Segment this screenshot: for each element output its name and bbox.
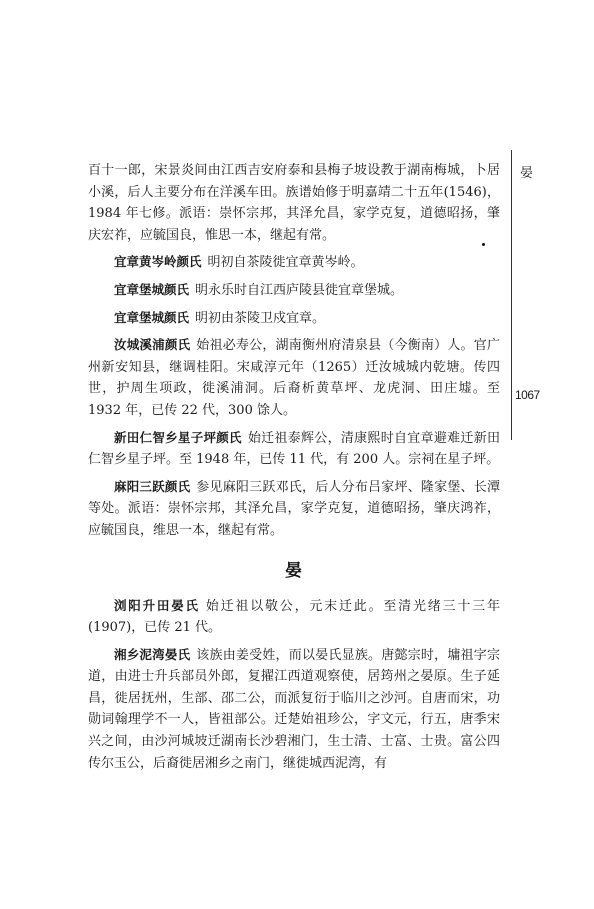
entry-text: 明永乐时自江西庐陵县徙宜章堡城。	[195, 282, 404, 298]
page-number: 1067	[515, 388, 540, 402]
clan-name: 宜章堡城颜氏	[114, 281, 190, 297]
entry-text: 该族由姜受姓，而以晏氏显族。唐懿宗时，墉祖字宗道，由进士升兵部员外郎，复擢江西道观察使，居筠州之晏原。生子延昌，徙居抚州，生部、邵二公，而派复衍于临川之沙河。自唐而宋，功勋词翰理学不一人，皆祖部公。迁楚始祖珍公，字文元，行五，唐季宋兴之间，由沙河城坡迁湖南长沙碧湘门，生士清、士富、士贵。富公四传尔玉公，后裔徙居湘乡之南门，继徙城西泥湾，有	[88, 647, 500, 771]
margin-rule	[511, 150, 512, 410]
clan-name: 新田仁智乡星子坪颜氏	[114, 429, 242, 445]
entry-paragraph	[88, 251, 500, 274]
entry-paragraph	[88, 476, 500, 542]
entry-paragraph	[88, 595, 500, 639]
entry-paragraph	[88, 307, 500, 330]
entry-paragraph	[88, 279, 500, 302]
paragraph-continued	[88, 160, 500, 246]
entry-text: 始迁祖以敬公，元末迁此。至清光绪三十三年(1907)，已传 21 代。	[88, 598, 500, 636]
entry-paragraph	[88, 427, 500, 471]
entry-text: 参见麻阳三跃邓氏，后人分布吕家坪、隆家堡、长潭等处。派语：崇怀宗邦，其泽允昌，家学克复，道德昭扬，肇庆鸿祚，应毓国良，维思一本，继起有常。	[88, 479, 500, 538]
entry-text: 明初由茶陵卫戍宜章。	[195, 310, 326, 326]
clan-name: 湘乡泥湾晏氏	[114, 646, 191, 662]
entry-text: 始祖必寿公，湖南衡州府清泉县（今衡南）人。官广州新安知县，继调桂阳。宋咸淳元年（1265）迁汝城城内乾塘。传四世，护周生项政，徙溪浦洞。后裔析黄草坪、龙虎洞、田庄墟。至 1932 年，已传 22 代，300 馀人。	[88, 338, 500, 418]
clan-name: 麻阳三跃颜氏	[114, 478, 191, 494]
paragraph-text: 百十一郎，宋景炎间由江西吉安府泰和县梅子坡设教于湖南梅城，卜居小溪，后人主要分布在洋溪车田。族谱始修于明嘉靖二十五年(1546)，1984 年七修。派语：崇怀宗邦，其泽允昌，家学克复，道德昭扬，肇庆宏祚，应毓国良，惟思一本，继起有常。	[88, 163, 500, 243]
clan-name: 浏阳升田晏氏	[114, 597, 200, 613]
entry-text: 始迁祖泰辉公，清康熙时自宜章避难迁新田仁智乡星子坪。至 1948 年，已传 11 代，有 200 人。宗祠在星子坪。	[88, 430, 500, 468]
entry-paragraph	[88, 334, 500, 421]
section-heading: 晏	[285, 560, 303, 581]
entry-text: 明初自茶陵徙宜章黄岑岭。	[207, 255, 364, 271]
entry-paragraph	[88, 644, 500, 775]
clan-name: 宜章黄岑岭颜氏	[114, 254, 202, 270]
running-head-surname: 晏	[520, 166, 534, 181]
body-text	[88, 160, 500, 774]
clan-name: 汝城溪浦颜氏	[114, 337, 191, 353]
margin-rule-lower	[511, 410, 512, 440]
clan-name: 宜章堡城颜氏	[114, 309, 190, 325]
